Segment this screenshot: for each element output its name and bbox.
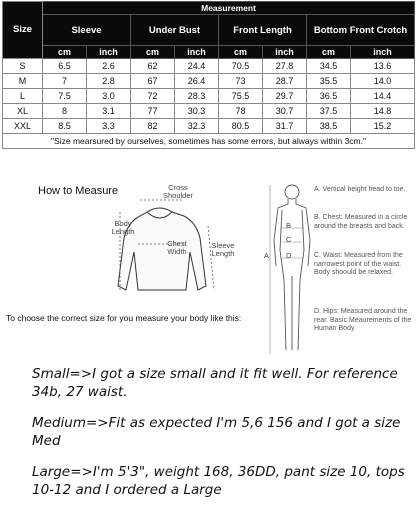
column-header-bottom-front-crotch: Bottom Front Crotch (307, 15, 415, 46)
value-cell: 32.3 (175, 119, 219, 134)
review-medium: Medium=>Fit as expected I'm 5,6 156 and I got a size Med (32, 415, 401, 449)
value-cell: 80.5 (219, 119, 263, 134)
legend-item-a: A. Vertical height head to toe. (314, 186, 406, 193)
legend-item-b: B. Chest: Measured in a circle around the breasts and back. (314, 214, 408, 230)
value-cell: 14.0 (351, 74, 415, 89)
value-cell: 35.5 (307, 74, 351, 89)
unit-inch: inch (87, 46, 131, 59)
value-cell: 34.5 (307, 59, 351, 74)
review-small: Small=>I got a size small and it fit well. For reference 34b, 27 waist. (32, 366, 398, 400)
value-cell: 36.5 (307, 89, 351, 104)
value-cell: 72 (131, 89, 175, 104)
size-chart-body (3, 2, 415, 149)
value-cell: 27.8 (263, 59, 307, 74)
how-to-measure-title: How to Measure (38, 185, 119, 197)
value-cell: 28.7 (263, 74, 307, 89)
customer-reviews (32, 366, 412, 513)
value-cell: 3.3 (87, 119, 131, 134)
value-cell: 14.4 (351, 89, 415, 104)
value-cell: 70.5 (219, 59, 263, 74)
unit-inch: inch (175, 46, 219, 59)
table-row (3, 119, 415, 134)
column-header-under-bust: Under Bust (131, 15, 219, 46)
unit-inch: inch (263, 46, 307, 59)
value-cell: 37.5 (307, 104, 351, 119)
sleeve-length-label: Sleeve Length (211, 241, 235, 258)
value-cell: 8.5 (43, 119, 87, 134)
value-cell: 3.1 (87, 104, 131, 119)
value-cell: 24.4 (175, 59, 219, 74)
value-cell: 26.4 (175, 74, 219, 89)
how-to-measure-section (0, 178, 416, 368)
body-length-label: Body Length (111, 219, 135, 236)
value-cell: 30.7 (263, 104, 307, 119)
size-cell: M (3, 74, 43, 89)
value-cell: 38.5 (307, 119, 351, 134)
value-cell: 77 (131, 104, 175, 119)
unit-cm: cm (131, 46, 175, 59)
size-cell: XXL (3, 119, 43, 134)
size-cell: L (3, 89, 43, 104)
figure-letter-c: C (286, 235, 292, 244)
measurement-header: Measurement (43, 2, 415, 15)
column-header-front-length: Front Length (219, 15, 307, 46)
measurement-note: "Size mearsured by ourselves, sometimes has some errors, but always within 3cm." (3, 134, 415, 149)
instruction-text: To choose the correct size for you measure your body like this: (6, 313, 242, 323)
table-row (3, 74, 415, 89)
value-cell: 8 (43, 104, 87, 119)
unit-inch: inch (351, 46, 415, 59)
value-cell: 6.5 (43, 59, 87, 74)
figure-letter-a: A (264, 251, 270, 260)
value-cell: 31.7 (263, 119, 307, 134)
human-figure-icon (260, 180, 320, 360)
value-cell: 15.2 (351, 119, 415, 134)
value-cell: 73 (219, 74, 263, 89)
unit-cm: cm (307, 46, 351, 59)
legend-item-c: C. Waist: Measured from the narrowest point of the waist. Body shoould be relaxed. (314, 252, 403, 276)
size-header: Size (3, 2, 43, 59)
value-cell: 82 (131, 119, 175, 134)
figure-letter-b: B (286, 221, 292, 230)
value-cell: 2.6 (87, 59, 131, 74)
unit-cm: cm (43, 46, 87, 59)
value-cell: 75.5 (219, 89, 263, 104)
value-cell: 3.0 (87, 89, 131, 104)
table-row (3, 89, 415, 104)
value-cell: 7.5 (43, 89, 87, 104)
value-cell: 7 (43, 74, 87, 89)
cross-shoulder-label: Cross Shoulder (162, 183, 194, 200)
value-cell: 62 (131, 59, 175, 74)
value-cell: 78 (219, 104, 263, 119)
size-chart-table (2, 1, 415, 149)
unit-cm: cm (219, 46, 263, 59)
legend-item-d: D. Hips: Measured around the rear. Basic Meaurements of the Human Body (314, 308, 412, 332)
chest-width-label: Chest Width (167, 239, 187, 256)
note-row (3, 134, 415, 149)
value-cell: 30.3 (175, 104, 219, 119)
column-header-sleeve: Sleeve (43, 15, 131, 46)
figure-letter-d: D (286, 251, 292, 260)
value-cell: 28.3 (175, 89, 219, 104)
size-cell: S (3, 59, 43, 74)
value-cell: 13.6 (351, 59, 415, 74)
value-cell: 67 (131, 74, 175, 89)
table-row (3, 104, 415, 119)
size-cell: XL (3, 104, 43, 119)
value-cell: 29.7 (263, 89, 307, 104)
table-row (3, 59, 415, 74)
review-large: Large=>I'm 5'3", weight 168, 36DD, pant size 10, tops 10-12 and I ordered a Large (32, 464, 405, 498)
value-cell: 2.8 (87, 74, 131, 89)
value-cell: 14.8 (351, 104, 415, 119)
